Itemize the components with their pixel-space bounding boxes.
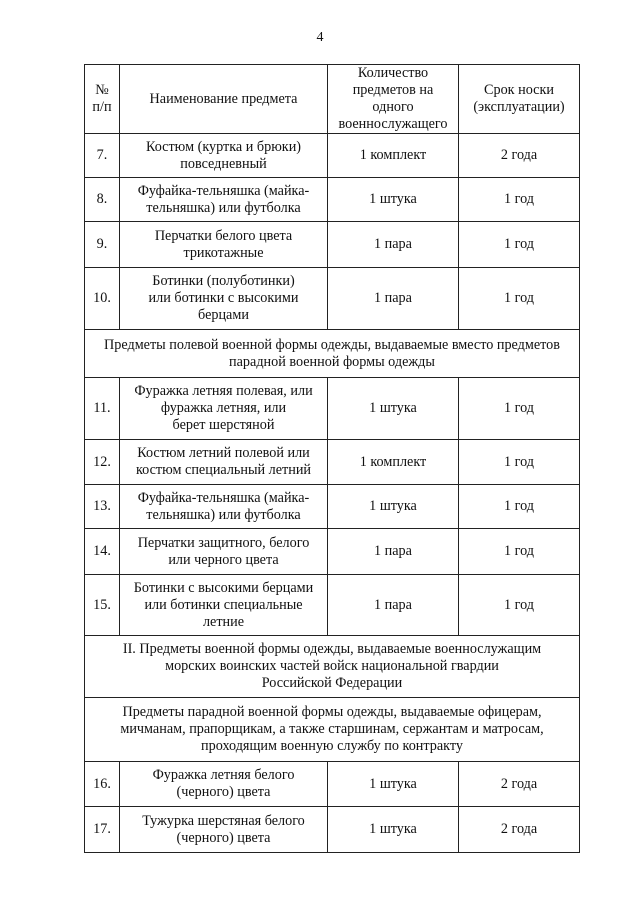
row-qty: 1 штука [328,807,459,853]
row-name: Фуражка летняя белого (черного) цвета [120,762,328,807]
section-ii-heading: II. Предметы военной формы одежды, выдаваемые военнослужащим морских воинских частей войск национальной гвардии Российской Федерации [85,636,580,698]
row-qty: 1 штука [328,178,459,222]
table-row [85,440,580,485]
row-term: 1 год [459,222,580,268]
row-term: 1 год [459,575,580,636]
table-header-row [85,65,580,134]
row-qty: 1 штука [328,762,459,807]
table-row [85,807,580,853]
section-row [85,330,580,378]
row-num: 15. [85,575,120,636]
row-name: Фуфайка-тельняшка (майка- тельняшка) или футболка [120,485,328,529]
row-name: Перчатки защитного, белого или черного цвета [120,529,328,575]
row-name: Фуражка летняя полевая, или фуражка летняя, или берет шерстяной [120,378,328,440]
row-term: 2 года [459,807,580,853]
table-row [85,378,580,440]
header-name: Наименование предмета [120,65,328,134]
header-qty: Количество предметов на одного военнослужащего [328,65,459,134]
row-num: 8. [85,178,120,222]
row-name: Ботинки с высокими берцами или ботинки специальные летние [120,575,328,636]
row-num: 10. [85,268,120,330]
table-row [85,575,580,636]
row-name: Фуфайка-тельняшка (майка- тельняшка) или футболка [120,178,328,222]
row-name: Ботинки (полуботинки) или ботинки с высокими берцами [120,268,328,330]
table-row [85,268,580,330]
row-term: 1 год [459,485,580,529]
row-name: Костюм летний полевой или костюм специальный летний [120,440,328,485]
table-row [85,178,580,222]
row-name: Костюм (куртка и брюки) повседневный [120,134,328,178]
row-num: 17. [85,807,120,853]
table-row [85,529,580,575]
row-num: 12. [85,440,120,485]
header-num: № п/п [85,65,120,134]
row-num: 11. [85,378,120,440]
row-term: 1 год [459,268,580,330]
header-term: Срок носки (эксплуатации) [459,65,580,134]
row-name: Тужурка шерстяная белого (черного) цвета [120,807,328,853]
row-qty: 1 пара [328,222,459,268]
section-parade-uniform: Предметы парадной военной формы одежды, выдаваемые офицерам, мичманам, прапорщикам, а также старшинам, сержантам и матросам, проходящим военную службу по контракту [85,698,580,762]
table-row [85,134,580,178]
row-qty: 1 пара [328,575,459,636]
section-heading-row [85,636,580,698]
row-num: 16. [85,762,120,807]
row-term: 2 года [459,134,580,178]
row-term: 2 года [459,762,580,807]
row-qty: 1 пара [328,268,459,330]
row-qty: 1 комплект [328,440,459,485]
row-term: 1 год [459,178,580,222]
table-row [85,485,580,529]
section-field-uniform: Предметы полевой военной формы одежды, выдаваемые вместо предметов парадной военной формы одежды [85,330,580,378]
row-num: 14. [85,529,120,575]
items-table [84,64,580,853]
row-term: 1 год [459,440,580,485]
row-term: 1 год [459,529,580,575]
section-row [85,698,580,762]
row-name: Перчатки белого цвета трикотажные [120,222,328,268]
page-number: 4 [316,30,324,45]
row-qty: 1 комплект [328,134,459,178]
row-num: 13. [85,485,120,529]
row-num: 9. [85,222,120,268]
row-term: 1 год [459,378,580,440]
row-qty: 1 штука [328,485,459,529]
row-num: 7. [85,134,120,178]
table-row [85,222,580,268]
row-qty: 1 штука [328,378,459,440]
table-row [85,762,580,807]
row-qty: 1 пара [328,529,459,575]
